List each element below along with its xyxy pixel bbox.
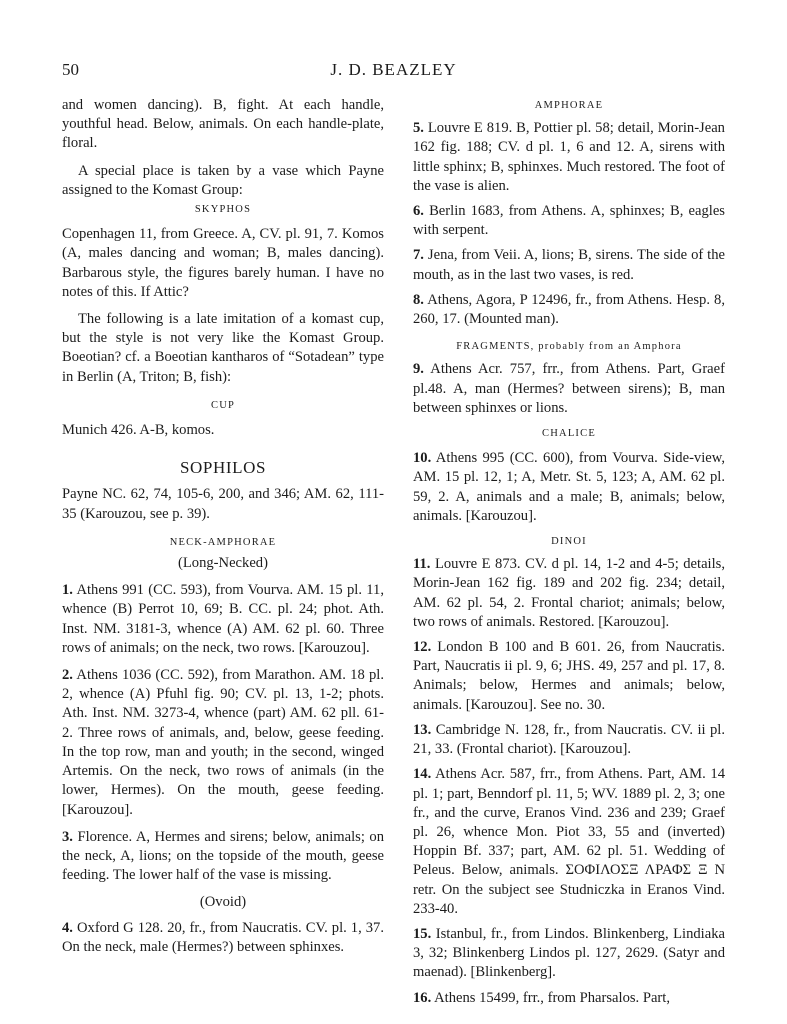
entry-text: Athens 991 (CC. 593), from Vourva. AM. 15 pl. 11, whence (B) Perrot 10, 69; B. CC. pl. 24; phot. Ath. Inst. NM. 3181-3, whence (A) AM. 62 pl. 60. Three rows of animals; on the neck, two rows. [Karouzou]. xyxy=(62,582,384,656)
catalogue-entry xyxy=(413,246,725,284)
entry-text: Istanbul, fr., from Lindos. Blinkenberg, Lindiaka 3, 32; Blinkenberg Lindos pl. 127, 2629. (Satyr and maenad). [Blinkenberg]. xyxy=(413,925,725,981)
entry-text: Athens 995 (CC. 600), from Vourva. Side-view, AM. 15 pl. 12, 1; A, Metr. St. 5, 123; A, AM. 62 pl. 59, 2. A, animals and a male; B, animals; below, animals. [Karouzou]. xyxy=(413,450,726,524)
catalogue-entry xyxy=(413,449,725,526)
entry-text: London B 100 and B 601. 26, from Naucratis. Part, Naucratis ii pl. 9, 6; JHS. 49, 257 and pl. 17, 8. Animals; below, Hermes and animals; below, animals. [Karouzou]. See no. 30. xyxy=(413,639,725,713)
catalogue-entry xyxy=(413,119,725,196)
entry-text: Athens Acr. 757, frr., from Athens. Part, Graef pl.48. A, man (Hermes? between sirens); B, man between sphinxes or lions. xyxy=(413,361,725,416)
entry-number: 13. xyxy=(413,721,432,738)
entry-text: Louvre E 819. B, Pottier pl. 58; detail, Morin-Jean 162 fig. 188; CV. d pl. 1, 6 and 12. A, sirens with little sphinx; B, sphinxes. Much restored. The foot of the vase is alien. xyxy=(413,120,725,194)
amphorae-heading: AMPHORAE xyxy=(534,100,604,111)
page-number: 50 xyxy=(62,60,79,79)
entry-number: 2. xyxy=(62,667,73,684)
entry-text: Athens Acr. 587, frr., from Athens. Part, AM. 14 pl. 1; part, Benndorf pl. 11, 5; WV. 1889 pl. 2, 3; one fr., and the curve, Eranos Vind. 236 and 239; Graef pl. 26, whence Mon. Piot 33, 55 and (inverted) Hoppin Bf. 337; part, AM. 62 pl. 51. Wedding of Peleus. Below, animals. ΣΟΦΙΛΟΣΞ ΛΡΑΦΣ Ξ Ν retr. On the subject see Studniczka in Eranos Vind. 233-40. xyxy=(413,766,725,917)
late-imitation-paragraph: The following is a late imitation of a komast cup, but the style is not very like the Komast Group. Boeotian? cf. a Boeotian kantharos of “Sotadean” type in Berlin (A, Triton; B, fish): xyxy=(62,311,384,385)
catalogue-entry xyxy=(62,581,384,658)
entry-number: 7. xyxy=(413,247,424,264)
entry-number: 12. xyxy=(413,639,432,656)
chalice-heading: CHALICE xyxy=(542,428,596,440)
dinoi-heading: DINOI xyxy=(551,536,587,548)
cup-heading: CUP xyxy=(210,399,236,411)
catalogue-entry xyxy=(413,555,725,632)
entry-text: Berlin 1683, from Athens. A, sphinxes; B, eagles with serpent. xyxy=(413,203,725,239)
entry-number: 16. xyxy=(413,989,432,1006)
skyphos-heading: SKYPHOS xyxy=(194,204,252,216)
entry-text: Athens, Agora, P 12496, fr., from Athens. Hesp. 8, 260, 17. (Mounted man). xyxy=(413,291,725,328)
entry-text: Florence. A, Hermes and sirens; below, animals; on the neck, A, lions; on the topside of the mouth, geese feeding. The lower half of the vase is missing. xyxy=(62,828,384,884)
entry-text: Louvre E 873. CV. d pl. 14, 1-2 and 4-5; details, Morin-Jean 162 fig. 189 and 202 fig. 234; detail, AM. 62 pl. 54, 2. Frontal chariot; animals; below, two rows of animals. Restored. [Karouzou]. xyxy=(413,556,725,630)
entry-number: 11. xyxy=(413,556,431,573)
munich-entry: Munich 426. A-B, komos. xyxy=(62,422,215,439)
entry-text: Cambridge N. 128, fr., from Naucratis. CV. ii pl. 21, 33. (Frontal chariot). [Karouzou]. xyxy=(413,721,725,758)
catalogue-entry xyxy=(413,360,725,418)
left-column xyxy=(62,96,384,957)
neck-amphorae-heading: NECK-AMPHORAE xyxy=(169,536,277,548)
catalogue-entry xyxy=(62,666,384,820)
entry-text: Athens 1036 (CC. 592), from Marathon. AM. 18 pl. 2, whence (A) Pfuhl fig. 90; CV. pl. 13, 1-2; phots. Ath. Inst. NM. 3273-4, whence (part) AM. 62 pll. 61-2. Three rows of animals, and, below, geese feeding. In the top row, man and youth; in the second, winged Artemis. On the neck, two rows of animals (in the lower, Hermes). On the mouth, geese feeding. [Karouzou]. xyxy=(62,667,384,818)
catalogue-entry xyxy=(62,919,384,957)
entry-number: 8. xyxy=(413,291,424,308)
catalogue-entry xyxy=(413,989,725,1008)
ovoid-heading: (Ovoid) xyxy=(199,894,247,911)
continued-text: and women dancing). B, fight. At each handle, youthful head. Below, animals. On each handle-plate, floral. xyxy=(62,97,384,152)
catalogue-entry xyxy=(62,828,384,886)
payne-reference: Payne NC. 62, 74, 105-6, 200, and 346; AM. 62, 111-35 (Karouzou, see p. 39). xyxy=(62,486,384,522)
entry-text: Oxford G 128. 20, fr., from Naucratis. CV. pl. 1, 37. On the neck, male (Hermes?) between sphinxes. xyxy=(62,919,385,955)
catalogue-entry xyxy=(413,765,725,919)
catalogue-entry xyxy=(413,638,725,715)
special-paragraph: A special place is taken by a vase which Payne assigned to the Komast Group: xyxy=(62,162,384,198)
entry-number: 6. xyxy=(413,203,424,220)
left-entries xyxy=(62,581,384,885)
entry-number: 10. xyxy=(413,450,432,467)
sophilos-heading: SOPHILOS xyxy=(179,458,267,478)
fragments-heading: FRAGMENTS, probably from an Amphora xyxy=(456,341,682,353)
entry-number: 4. xyxy=(62,919,73,936)
entry-number: 14. xyxy=(413,766,432,783)
entry-number: 1. xyxy=(62,582,73,599)
running-title: J. D. BEAZLEY xyxy=(330,60,457,79)
entry-text: Jena, from Veii. A, lions; B, sirens. The side of the mouth, as in the last two vases, is red. xyxy=(413,247,726,283)
catalogue-entry xyxy=(413,721,725,759)
entry-number: 5. xyxy=(413,120,424,137)
catalogue-entry xyxy=(413,291,725,329)
entry-number: 9. xyxy=(413,361,424,378)
entry-text: Athens 15499, frr., from Pharsalos. Part, xyxy=(434,989,670,1006)
right-column xyxy=(413,96,725,1008)
entry-number: 3. xyxy=(62,828,73,845)
copenhagen-entry: Copenhagen 11, from Greece. A, CV. pl. 91, 7. Komos (A, males dancing and woman; B, males dancing). Barbarous style, the figures barely human. I have no notes of this. If Attic? xyxy=(62,226,384,300)
long-necked-heading: (Long-Necked) xyxy=(178,555,268,572)
catalogue-entry xyxy=(413,202,725,240)
catalogue-entry xyxy=(413,925,725,983)
entry-number: 15. xyxy=(413,925,432,942)
